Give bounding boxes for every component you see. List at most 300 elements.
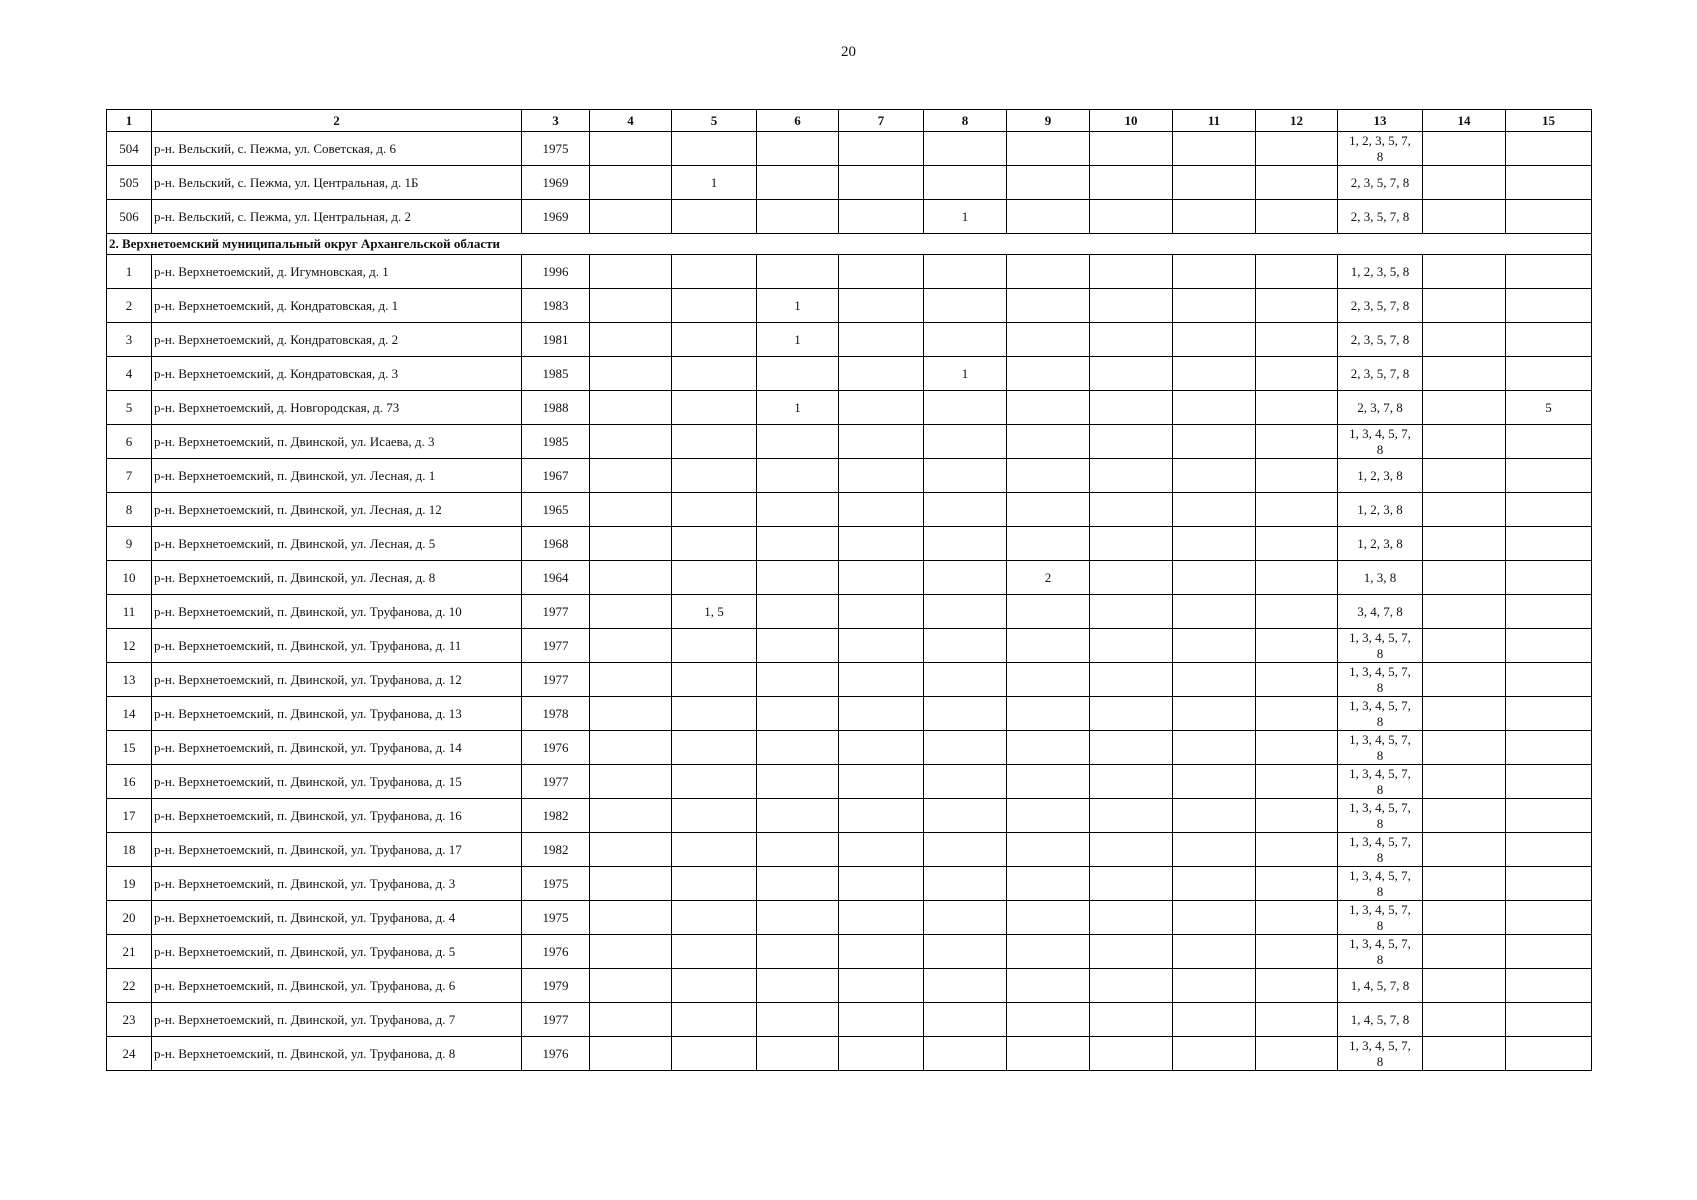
cell-col-12 <box>1256 833 1338 867</box>
cell-col-7 <box>839 323 924 357</box>
column-header-15: 15 <box>1506 110 1592 132</box>
codes-cell: 1, 4, 5, 7, 8 <box>1338 1003 1423 1037</box>
cell-col-9 <box>1007 132 1090 166</box>
cell-col-8 <box>924 391 1007 425</box>
address-cell: р-н. Верхнетоемский, п. Двинской, ул. Лесная, д. 8 <box>152 561 522 595</box>
cell-col-9 <box>1007 697 1090 731</box>
codes-cell: 2, 3, 5, 7, 8 <box>1338 323 1423 357</box>
cell-col-10 <box>1090 425 1173 459</box>
address-cell: р-н. Верхнетоемский, п. Двинской, ул. Труфанова, д. 6 <box>152 969 522 1003</box>
row-number-cell: 11 <box>107 595 152 629</box>
row-number-cell: 22 <box>107 969 152 1003</box>
codes-cell: 1, 2, 3, 8 <box>1338 527 1423 561</box>
cell-col-12 <box>1256 731 1338 765</box>
cell-col-12 <box>1256 357 1338 391</box>
cell-col-9: 2 <box>1007 561 1090 595</box>
cell-col-5 <box>672 459 757 493</box>
cell-col-6: 1 <box>757 289 839 323</box>
cell-col-10 <box>1090 765 1173 799</box>
row-number-cell: 4 <box>107 357 152 391</box>
cell-col-15 <box>1506 200 1592 234</box>
cell-col-12 <box>1256 425 1338 459</box>
cell-col-9 <box>1007 1037 1090 1071</box>
year-built-cell: 1985 <box>522 425 590 459</box>
cell-col-4 <box>590 459 672 493</box>
cell-col-7 <box>839 561 924 595</box>
codes-cell: 1, 2, 3, 5, 7, 8 <box>1338 132 1423 166</box>
cell-col-4 <box>590 527 672 561</box>
cell-col-12 <box>1256 867 1338 901</box>
cell-col-10 <box>1090 867 1173 901</box>
cell-col-12 <box>1256 255 1338 289</box>
cell-col-4 <box>590 357 672 391</box>
cell-col-14 <box>1423 357 1506 391</box>
column-header-12: 12 <box>1256 110 1338 132</box>
cell-col-4 <box>590 200 672 234</box>
year-built-cell: 1964 <box>522 561 590 595</box>
cell-col-4 <box>590 697 672 731</box>
cell-col-15 <box>1506 493 1592 527</box>
cell-col-8 <box>924 1003 1007 1037</box>
cell-col-15: 5 <box>1506 391 1592 425</box>
cell-col-11 <box>1173 289 1256 323</box>
cell-col-9 <box>1007 289 1090 323</box>
cell-col-15 <box>1506 833 1592 867</box>
row-number-cell: 21 <box>107 935 152 969</box>
cell-col-15 <box>1506 357 1592 391</box>
cell-col-14 <box>1423 459 1506 493</box>
year-built-cell: 1981 <box>522 323 590 357</box>
column-header-2: 2 <box>152 110 522 132</box>
cell-col-11 <box>1173 1037 1256 1071</box>
cell-col-8 <box>924 969 1007 1003</box>
year-built-cell: 1976 <box>522 935 590 969</box>
cell-col-8 <box>924 663 1007 697</box>
row-number-cell: 10 <box>107 561 152 595</box>
cell-col-4 <box>590 935 672 969</box>
cell-col-5 <box>672 391 757 425</box>
year-built-cell: 1968 <box>522 527 590 561</box>
cell-col-11 <box>1173 459 1256 493</box>
cell-col-6 <box>757 425 839 459</box>
codes-cell: 3, 4, 7, 8 <box>1338 595 1423 629</box>
cell-col-6 <box>757 1003 839 1037</box>
cell-col-10 <box>1090 901 1173 935</box>
cell-col-8 <box>924 731 1007 765</box>
row-number-cell: 20 <box>107 901 152 935</box>
cell-col-12 <box>1256 697 1338 731</box>
year-built-cell: 1977 <box>522 1003 590 1037</box>
cell-col-15 <box>1506 663 1592 697</box>
cell-col-5 <box>672 289 757 323</box>
row-number-cell: 17 <box>107 799 152 833</box>
cell-col-10 <box>1090 969 1173 1003</box>
cell-col-14 <box>1423 1037 1506 1071</box>
cell-col-9 <box>1007 833 1090 867</box>
cell-col-7 <box>839 289 924 323</box>
cell-col-14 <box>1423 323 1506 357</box>
cell-col-8 <box>924 166 1007 200</box>
cell-col-9 <box>1007 935 1090 969</box>
cell-col-11 <box>1173 493 1256 527</box>
row-number-cell: 505 <box>107 166 152 200</box>
row-number-cell: 18 <box>107 833 152 867</box>
codes-cell: 2, 3, 5, 7, 8 <box>1338 166 1423 200</box>
cell-col-6 <box>757 595 839 629</box>
year-built-cell: 1996 <box>522 255 590 289</box>
cell-col-15 <box>1506 425 1592 459</box>
cell-col-11 <box>1173 901 1256 935</box>
table-row <box>107 493 1592 527</box>
codes-cell: 1, 3, 4, 5, 7, 8 <box>1338 901 1423 935</box>
year-built-cell: 1967 <box>522 459 590 493</box>
table-row <box>107 323 1592 357</box>
cell-col-5 <box>672 255 757 289</box>
cell-col-14 <box>1423 867 1506 901</box>
cell-col-6 <box>757 901 839 935</box>
cell-col-11 <box>1173 527 1256 561</box>
cell-col-6 <box>757 867 839 901</box>
row-number-cell: 9 <box>107 527 152 561</box>
cell-col-12 <box>1256 901 1338 935</box>
table-row <box>107 833 1592 867</box>
table-row <box>107 166 1592 200</box>
row-number-cell: 13 <box>107 663 152 697</box>
address-cell: р-н. Верхнетоемский, п. Двинской, ул. Труфанова, д. 13 <box>152 697 522 731</box>
cell-col-10 <box>1090 731 1173 765</box>
cell-col-5 <box>672 969 757 1003</box>
row-number-cell: 14 <box>107 697 152 731</box>
cell-col-11 <box>1173 255 1256 289</box>
cell-col-9 <box>1007 255 1090 289</box>
cell-col-14 <box>1423 289 1506 323</box>
cell-col-5 <box>672 425 757 459</box>
cell-col-7 <box>839 200 924 234</box>
cell-col-8 <box>924 1037 1007 1071</box>
cell-col-11 <box>1173 200 1256 234</box>
cell-col-10 <box>1090 289 1173 323</box>
year-built-cell: 1975 <box>522 901 590 935</box>
cell-col-6 <box>757 493 839 527</box>
cell-col-7 <box>839 799 924 833</box>
address-cell: р-н. Верхнетоемский, п. Двинской, ул. Лесная, д. 1 <box>152 459 522 493</box>
cell-col-7 <box>839 935 924 969</box>
codes-cell: 1, 3, 4, 5, 7, 8 <box>1338 731 1423 765</box>
cell-col-12 <box>1256 969 1338 1003</box>
cell-col-15 <box>1506 323 1592 357</box>
cell-col-7 <box>839 663 924 697</box>
cell-col-9 <box>1007 493 1090 527</box>
cell-col-15 <box>1506 901 1592 935</box>
cell-col-10 <box>1090 629 1173 663</box>
cell-col-14 <box>1423 765 1506 799</box>
column-header-1: 1 <box>107 110 152 132</box>
cell-col-12 <box>1256 1037 1338 1071</box>
table-row <box>107 289 1592 323</box>
cell-col-15 <box>1506 459 1592 493</box>
year-built-cell: 1988 <box>522 391 590 425</box>
year-built-cell: 1985 <box>522 357 590 391</box>
cell-col-9 <box>1007 867 1090 901</box>
year-built-cell: 1977 <box>522 595 590 629</box>
cell-col-4 <box>590 1003 672 1037</box>
section-heading-row <box>107 234 1592 255</box>
cell-col-10 <box>1090 255 1173 289</box>
cell-col-10 <box>1090 132 1173 166</box>
cell-col-12 <box>1256 323 1338 357</box>
row-number-cell: 1 <box>107 255 152 289</box>
cell-col-7 <box>839 731 924 765</box>
row-number-cell: 24 <box>107 1037 152 1071</box>
cell-col-15 <box>1506 969 1592 1003</box>
address-cell: р-н. Верхнетоемский, п. Двинской, ул. Труфанова, д. 15 <box>152 765 522 799</box>
address-cell: р-н. Верхнетоемский, п. Двинской, ул. Труфанова, д. 5 <box>152 935 522 969</box>
cell-col-6 <box>757 663 839 697</box>
cell-col-7 <box>839 459 924 493</box>
cell-col-6 <box>757 833 839 867</box>
address-cell: р-н. Верхнетоемский, п. Двинской, ул. Труфанова, д. 10 <box>152 595 522 629</box>
cell-col-9 <box>1007 663 1090 697</box>
cell-col-8 <box>924 289 1007 323</box>
address-cell: р-н. Верхнетоемский, д. Кондратовская, д. 3 <box>152 357 522 391</box>
cell-col-4 <box>590 289 672 323</box>
cell-col-14 <box>1423 595 1506 629</box>
row-number-cell: 504 <box>107 132 152 166</box>
address-cell: р-н. Верхнетоемский, д. Кондратовская, д. 2 <box>152 323 522 357</box>
cell-col-12 <box>1256 493 1338 527</box>
table-row <box>107 765 1592 799</box>
cell-col-9 <box>1007 629 1090 663</box>
year-built-cell: 1977 <box>522 629 590 663</box>
row-number-cell: 6 <box>107 425 152 459</box>
address-cell: р-н. Верхнетоемский, п. Двинской, ул. Труфанова, д. 8 <box>152 1037 522 1071</box>
cell-col-8 <box>924 132 1007 166</box>
cell-col-4 <box>590 166 672 200</box>
cell-col-7 <box>839 765 924 799</box>
cell-col-14 <box>1423 935 1506 969</box>
column-header-6: 6 <box>757 110 839 132</box>
cell-col-15 <box>1506 765 1592 799</box>
cell-col-4 <box>590 731 672 765</box>
cell-col-6 <box>757 697 839 731</box>
cell-col-6 <box>757 166 839 200</box>
cell-col-14 <box>1423 166 1506 200</box>
codes-cell: 1, 2, 3, 8 <box>1338 459 1423 493</box>
address-cell: р-н. Вельский, с. Пежма, ул. Советская, д. 6 <box>152 132 522 166</box>
year-built-cell: 1977 <box>522 765 590 799</box>
year-built-cell: 1975 <box>522 867 590 901</box>
table-row <box>107 459 1592 493</box>
row-number-cell: 506 <box>107 200 152 234</box>
cell-col-6 <box>757 629 839 663</box>
cell-col-4 <box>590 969 672 1003</box>
cell-col-7 <box>839 629 924 663</box>
cell-col-11 <box>1173 833 1256 867</box>
table-body <box>107 132 1592 1071</box>
cell-col-9 <box>1007 595 1090 629</box>
address-cell: р-н. Верхнетоемский, п. Двинской, ул. Труфанова, д. 16 <box>152 799 522 833</box>
cell-col-4 <box>590 493 672 527</box>
cell-col-5 <box>672 561 757 595</box>
cell-col-7 <box>839 255 924 289</box>
cell-col-12 <box>1256 561 1338 595</box>
cell-col-14 <box>1423 1003 1506 1037</box>
cell-col-4 <box>590 663 672 697</box>
row-number-cell: 7 <box>107 459 152 493</box>
codes-cell: 1, 3, 4, 5, 7, 8 <box>1338 935 1423 969</box>
column-header-8: 8 <box>924 110 1007 132</box>
page-number: 20 <box>841 44 856 60</box>
cell-col-9 <box>1007 969 1090 1003</box>
cell-col-5 <box>672 629 757 663</box>
cell-col-6 <box>757 731 839 765</box>
address-cell: р-н. Вельский, с. Пежма, ул. Центральная, д. 2 <box>152 200 522 234</box>
cell-col-6: 1 <box>757 391 839 425</box>
table-row <box>107 629 1592 663</box>
year-built-cell: 1977 <box>522 663 590 697</box>
cell-col-11 <box>1173 425 1256 459</box>
year-built-cell: 1976 <box>522 731 590 765</box>
cell-col-9 <box>1007 425 1090 459</box>
cell-col-5 <box>672 901 757 935</box>
cell-col-7 <box>839 493 924 527</box>
cell-col-12 <box>1256 166 1338 200</box>
cell-col-11 <box>1173 132 1256 166</box>
cell-col-8 <box>924 901 1007 935</box>
cell-col-11 <box>1173 595 1256 629</box>
cell-col-4 <box>590 323 672 357</box>
codes-cell: 2, 3, 5, 7, 8 <box>1338 200 1423 234</box>
address-cell: р-н. Верхнетоемский, п. Двинской, ул. Труфанова, д. 14 <box>152 731 522 765</box>
address-cell: р-н. Верхнетоемский, п. Двинской, ул. Исаева, д. 3 <box>152 425 522 459</box>
cell-col-10 <box>1090 833 1173 867</box>
cell-col-11 <box>1173 357 1256 391</box>
cell-col-5 <box>672 323 757 357</box>
table-row <box>107 391 1592 425</box>
cell-col-15 <box>1506 799 1592 833</box>
cell-col-11 <box>1173 765 1256 799</box>
cell-col-10 <box>1090 493 1173 527</box>
cell-col-14 <box>1423 833 1506 867</box>
address-cell: р-н. Верхнетоемский, п. Двинской, ул. Труфанова, д. 17 <box>152 833 522 867</box>
cell-col-7 <box>839 357 924 391</box>
cell-col-10 <box>1090 935 1173 969</box>
cell-col-10 <box>1090 357 1173 391</box>
cell-col-7 <box>839 132 924 166</box>
cell-col-8 <box>924 629 1007 663</box>
cell-col-8: 1 <box>924 357 1007 391</box>
address-cell: р-н. Верхнетоемский, д. Кондратовская, д. 1 <box>152 289 522 323</box>
cell-col-11 <box>1173 935 1256 969</box>
table-row <box>107 132 1592 166</box>
cell-col-6 <box>757 357 839 391</box>
cell-col-14 <box>1423 493 1506 527</box>
cell-col-15 <box>1506 1003 1592 1037</box>
cell-col-14 <box>1423 255 1506 289</box>
cell-col-15 <box>1506 255 1592 289</box>
cell-col-6 <box>757 765 839 799</box>
cell-col-4 <box>590 1037 672 1071</box>
cell-col-15 <box>1506 166 1592 200</box>
cell-col-9 <box>1007 357 1090 391</box>
cell-col-12 <box>1256 663 1338 697</box>
cell-col-14 <box>1423 969 1506 1003</box>
cell-col-9 <box>1007 1003 1090 1037</box>
cell-col-7 <box>839 697 924 731</box>
column-header-4: 4 <box>590 110 672 132</box>
cell-col-8 <box>924 425 1007 459</box>
cell-col-9 <box>1007 799 1090 833</box>
codes-cell: 1, 3, 4, 5, 7, 8 <box>1338 629 1423 663</box>
cell-col-5 <box>672 697 757 731</box>
cell-col-14 <box>1423 200 1506 234</box>
cell-col-12 <box>1256 289 1338 323</box>
cell-col-8 <box>924 459 1007 493</box>
cell-col-8 <box>924 527 1007 561</box>
cell-col-12 <box>1256 391 1338 425</box>
cell-col-8 <box>924 867 1007 901</box>
cell-col-8 <box>924 935 1007 969</box>
row-number-cell: 2 <box>107 289 152 323</box>
cell-col-14 <box>1423 561 1506 595</box>
cell-col-14 <box>1423 697 1506 731</box>
cell-col-12 <box>1256 799 1338 833</box>
cell-col-5 <box>672 935 757 969</box>
cell-col-7 <box>839 969 924 1003</box>
cell-col-10 <box>1090 799 1173 833</box>
codes-cell: 1, 2, 3, 8 <box>1338 493 1423 527</box>
cell-col-5 <box>672 663 757 697</box>
cell-col-9 <box>1007 323 1090 357</box>
column-header-5: 5 <box>672 110 757 132</box>
cell-col-14 <box>1423 901 1506 935</box>
cell-col-7 <box>839 595 924 629</box>
table-row <box>107 425 1592 459</box>
cell-col-8 <box>924 323 1007 357</box>
cell-col-14 <box>1423 799 1506 833</box>
row-number-cell: 12 <box>107 629 152 663</box>
cell-col-7 <box>839 1003 924 1037</box>
cell-col-7 <box>839 391 924 425</box>
cell-col-5 <box>672 833 757 867</box>
cell-col-5 <box>672 867 757 901</box>
cell-col-9 <box>1007 459 1090 493</box>
cell-col-15 <box>1506 527 1592 561</box>
cell-col-12 <box>1256 200 1338 234</box>
cell-col-10 <box>1090 663 1173 697</box>
row-number-cell: 5 <box>107 391 152 425</box>
cell-col-11 <box>1173 166 1256 200</box>
cell-col-5 <box>672 527 757 561</box>
cell-col-5 <box>672 357 757 391</box>
row-number-cell: 16 <box>107 765 152 799</box>
table-row <box>107 357 1592 391</box>
cell-col-5 <box>672 799 757 833</box>
cell-col-12 <box>1256 527 1338 561</box>
column-header-10: 10 <box>1090 110 1173 132</box>
table-row <box>107 561 1592 595</box>
table-row <box>107 200 1592 234</box>
cell-col-9 <box>1007 731 1090 765</box>
cell-col-9 <box>1007 200 1090 234</box>
cell-col-9 <box>1007 901 1090 935</box>
cell-col-7 <box>839 527 924 561</box>
address-cell: р-н. Верхнетоемский, п. Двинской, ул. Труфанова, д. 3 <box>152 867 522 901</box>
address-cell: р-н. Верхнетоемский, д. Новгородская, д. 73 <box>152 391 522 425</box>
table-row <box>107 697 1592 731</box>
table-row <box>107 935 1592 969</box>
cell-col-11 <box>1173 1003 1256 1037</box>
